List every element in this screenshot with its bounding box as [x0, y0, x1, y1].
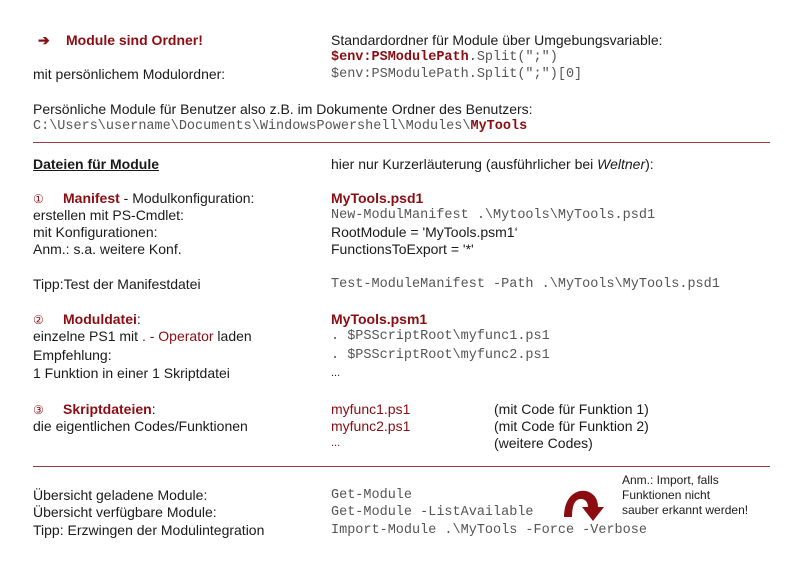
overview-label: Übersicht verfügbare Module:: [33, 504, 217, 520]
user-modules-text: Persönliche Module für Benutzer also z.B. im Dokumente Ordner des Benutzers:: [33, 101, 533, 117]
note-suffix: ):: [645, 156, 654, 172]
right-arrow-icon: ➔: [38, 32, 50, 48]
script-file-desc: (mit Code für Funktion 2): [494, 418, 649, 434]
skriptdateien-heading: [33, 401, 156, 419]
personal-folder-code: $env:PSModulePath.Split(";")[0]: [331, 67, 583, 82]
overview-label: Tipp: Erzwingen der Modulintegration: [33, 522, 265, 538]
manifest-row-value: RootModule = 'MyTools.psm1‘: [331, 224, 518, 240]
overview-label: Übersicht geladene Module:: [33, 487, 208, 503]
line1-suffix: laden: [213, 328, 252, 344]
skriptdateien-colon: :: [151, 401, 156, 417]
heading-text: Module sind Ordner!: [66, 32, 203, 48]
note-line: Anm.: Import, falls: [622, 473, 719, 487]
skriptdateien-title: Skriptdateien: [63, 401, 152, 417]
note-line: Funktionen nicht: [622, 488, 711, 502]
manifest-tip-label: Tipp:Test der Manifestdatei: [33, 276, 201, 292]
manifest-title: Manifest: [63, 190, 120, 206]
moduldatei-line2: Empfehlung:: [33, 347, 112, 363]
moduldatei-heading: [33, 311, 141, 329]
script-file-desc: (mit Code für Funktion 1): [494, 401, 649, 417]
dot-operator: . - Operator: [141, 328, 214, 344]
manifest-heading: [33, 190, 254, 208]
moduldatei-colon: :: [136, 311, 141, 327]
manifest-row-value: FunctionsToExport = '*': [331, 241, 474, 257]
manifest-row-value: New-ModulManifest .\Mytools\MyTools.psd1: [331, 208, 656, 223]
files-section-note: [331, 156, 654, 173]
manifest-filename: MyTools.psd1: [331, 190, 424, 206]
split-call: .Split(";"): [468, 50, 558, 65]
moduldatei-line1: [33, 328, 252, 345]
manifest-row-label: mit Konfigurationen:: [33, 224, 158, 240]
overview-code: Get-Module -ListAvailable: [331, 505, 534, 520]
user-modules-path: [33, 118, 527, 135]
personal-folder-label: mit persönlichem Modulordner:: [33, 66, 226, 82]
moduldatei-code2: . $PSScriptRoot\myfunc2.ps1: [331, 348, 550, 363]
manifest-subtitle: - Modulkonfiguration:: [119, 190, 255, 206]
std-folder-label: Standardordner für Module über Umgebungsvariable:: [331, 32, 663, 48]
manifest-row-label: Anm.: s.a. weitere Konf.: [33, 241, 182, 257]
script-file-desc: (weitere Codes): [494, 435, 593, 451]
divider-1: [33, 142, 770, 143]
number-two-icon: ②: [33, 313, 44, 327]
overview-code: Get-Module: [331, 488, 413, 503]
moduldatei-filename: MyTools.psm1: [331, 311, 428, 327]
manifest-row-label: erstellen mit PS-Cmdlet:: [33, 207, 184, 223]
path-mytools: MyTools: [470, 119, 528, 134]
moduldatei-line3: 1 Funktion in einer 1 Skriptdatei: [33, 365, 230, 381]
line1-prefix: einzelne PS1 mit: [33, 328, 142, 344]
number-one-icon: ①: [33, 192, 44, 206]
manifest-tip-code: Test-ModuleManifest -Path .\MyTools\MyTools.psd1: [331, 277, 720, 292]
number-three-icon: ③: [33, 403, 44, 417]
files-section-title: Dateien für Module: [33, 156, 160, 172]
curved-arrow-icon: [562, 487, 606, 523]
note-prefix: hier nur Kurzerläuterung (ausführlicher bei: [331, 156, 598, 172]
std-folder-code: [331, 49, 558, 66]
divider-2: [33, 466, 770, 467]
path-prefix: C:\Users\username\Documents\WindowsPowershell\Modules\: [33, 119, 471, 134]
env-var-highlight: $env:PSModulePath: [331, 50, 469, 65]
skriptdateien-desc: die eigentlichen Codes/Funktionen: [33, 418, 248, 434]
overview-code: Import-Module .\MyTools -Force -Verbose: [331, 523, 647, 538]
moduldatei-title: Moduldatei: [63, 311, 137, 327]
import-note: [622, 473, 748, 518]
script-file-name: myfunc2.ps1: [331, 418, 411, 434]
heading-modules-are-folders: [38, 32, 203, 49]
moduldatei-ellipsis: ...: [331, 367, 341, 379]
moduldatei-code1: . $PSScriptRoot\myfunc1.ps1: [331, 329, 550, 344]
script-file-name: myfunc1.ps1: [331, 401, 411, 417]
note-line: sauber erkannt werden!: [622, 503, 749, 517]
note-author: Weltner: [597, 156, 646, 172]
script-file-name: ...: [331, 437, 341, 449]
